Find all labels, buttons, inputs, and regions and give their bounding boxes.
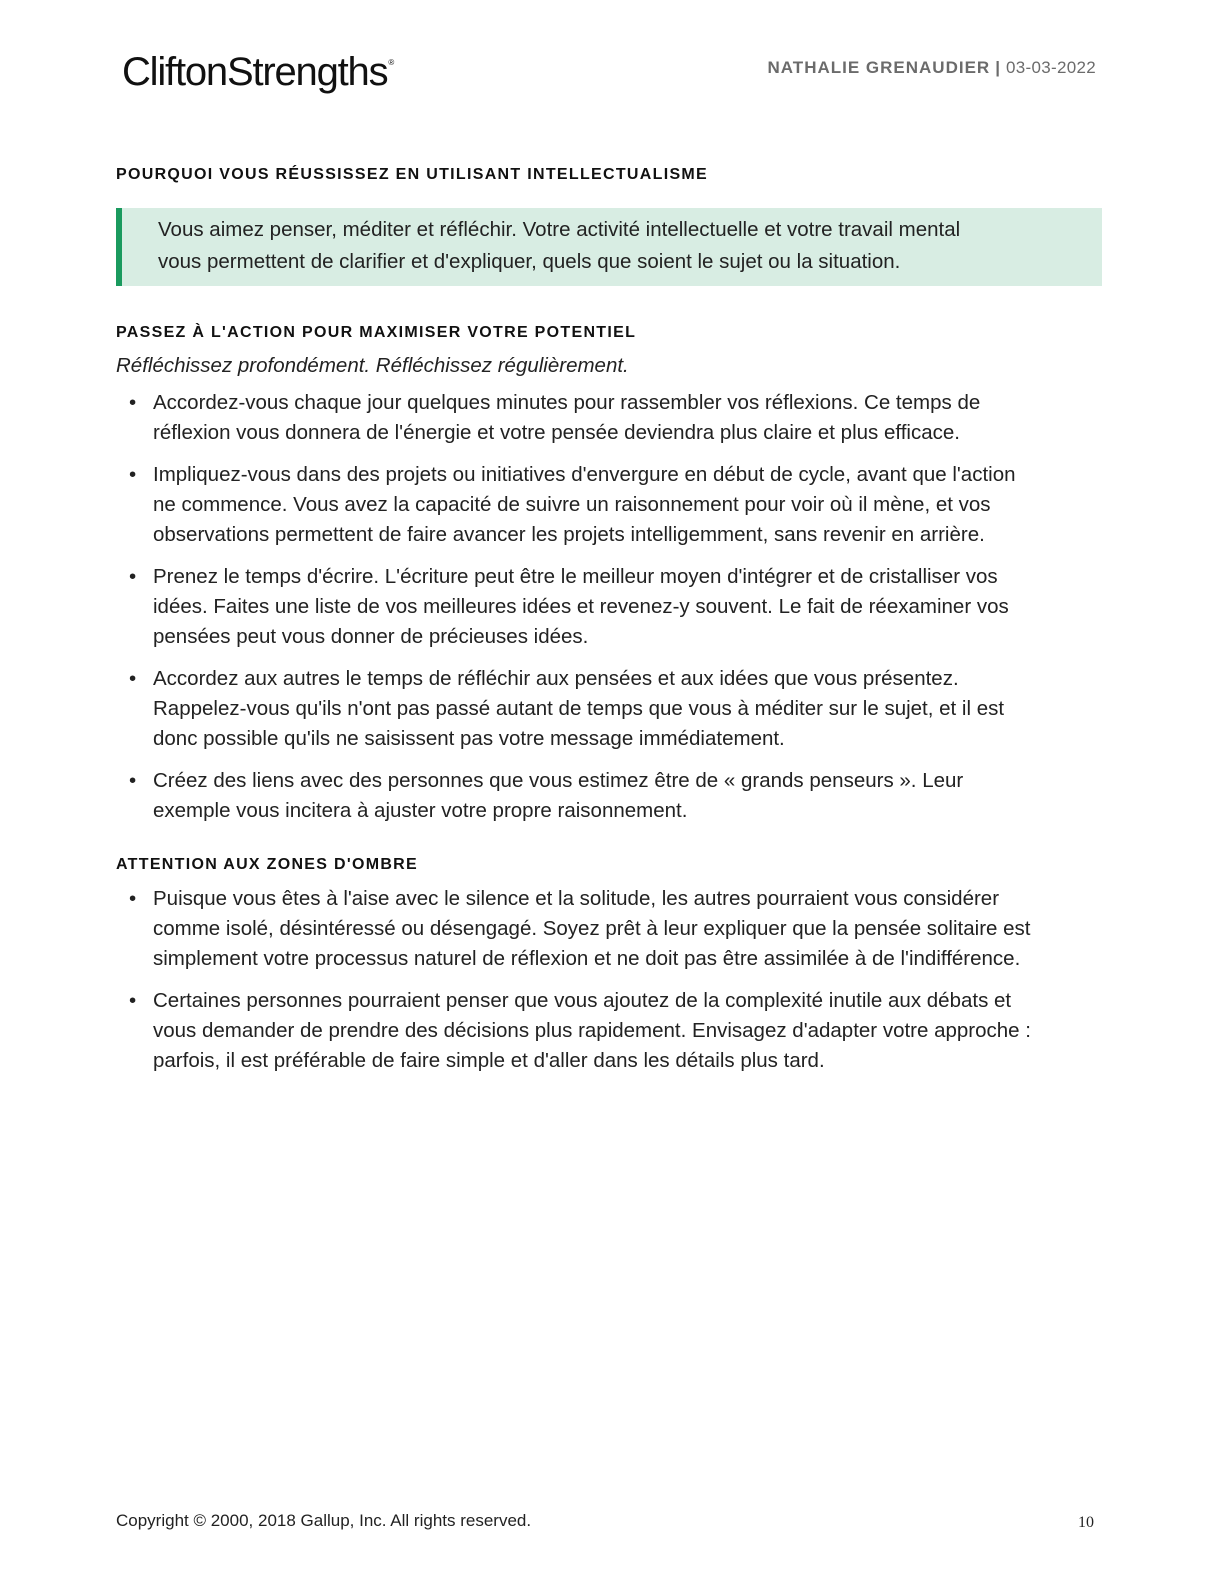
report-header-info [768,58,1096,78]
list-item-text: Accordez aux autres le temps de réfléchir aux pensées et aux idées que vous présentez. Rappelez-vous qu'ils n'ont pas passé autant de temps que vous à méditer sur le sujet, et il est donc possible qu'ils ne saisissent pas votre message immédiatement. [153,667,1005,750]
list-item-text: Prenez le temps d'écrire. L'écriture peut être le meilleur moyen d'intégrer et de cristalliser vos idées. Faites une liste de vos meilleures idées et revenez-y souvent. Le fait de réexaminer vos pensées peut vous donner de précieuses idées. [153,565,1009,648]
blind-spots-list [116,884,1033,1076]
list-item-text: Créez des liens avec des personnes que vous estimez être de « grands penseurs ». Leur exemple vous incitera à ajuster votre propre raisonnement. [153,769,964,822]
bullet-icon: • [129,565,137,588]
bullet-icon: • [129,391,137,414]
header-separator: | [995,58,1001,77]
section-title-take-action: PASSEZ À L'ACTION POUR MAXIMISER VOTRE POTENTIEL [116,324,637,341]
list-item-text: Certaines personnes pourraient penser que vous ajoutez de la complexité inutile aux débats et vous demander de prendre des décisions plus rapidement. Envisagez d'adapter votre approche : parfois, il est préférable de faire simple et d'aller dans les détails plus tard. [153,989,1031,1072]
section-subtitle: Réfléchissez profondément. Réfléchissez régulièrement. [116,354,629,377]
bullet-icon: • [129,887,137,910]
action-list [116,388,1033,826]
list-item [129,766,1033,826]
section-title-blind-spots: ATTENTION AUX ZONES D'OMBRE [116,856,419,873]
section-title-why-succeed: POURQUOI VOUS RÉUSSISSEZ EN UTILISANT INTELLECTUALISME [116,166,709,183]
list-item-text: Puisque vous êtes à l'aise avec le silence et la solitude, les autres pourraient vous considérer comme isolé, désintéressé ou désengagé. Soyez prêt à leur expliquer que la pensée solitaire est simplement votre processus naturel de réflexion et ne doit pas être assimilée à de l'indifférence. [153,887,1031,970]
registered-mark: ® [388,58,394,67]
list-item [129,460,1033,550]
list-item [129,884,1033,974]
list-item [129,388,1033,448]
list-item-text: Accordez-vous chaque jour quelques minutes pour rassembler vos réflexions. Ce temps de réflexion vous donnera de l'énergie et votre pensée deviendra plus claire et plus efficace. [153,391,981,444]
callout-line: Vous aimez penser, méditer et réfléchir. Votre activité intellectuelle et votre travail mental [158,218,961,241]
bullet-icon: • [129,463,137,486]
list-item [129,986,1033,1076]
copyright-notice: Copyright © 2000, 2018 Gallup, Inc. All rights reserved. [116,1511,532,1530]
person-name: NATHALIE GRENAUDIER [767,58,991,77]
page-number: 10 [1078,1514,1094,1531]
list-item [129,562,1033,652]
bullet-icon: • [129,769,137,792]
bullet-icon: • [129,667,137,690]
theme-description-callout [116,208,1102,286]
callout-line: vous permettent de clarifier et d'expliquer, quels que soient le sujet ou la situation. [158,250,901,273]
report-date: 03-03-2022 [1006,58,1096,77]
bullet-icon: • [129,989,137,1012]
logo-text: CliftonStrengths [122,50,388,94]
list-item [129,664,1033,754]
clifton-strengths-logo [122,50,393,95]
page-content [116,166,1102,1088]
list-item-text: Impliquez-vous dans des projets ou initiatives d'envergure en début de cycle, avant que l'action ne commence. Vous avez la capacité de suivre un raisonnement pour voir où il mène, et vos observations permettent de faire avancer les projets intelligemment, sans revenir en arrière. [153,463,1016,546]
